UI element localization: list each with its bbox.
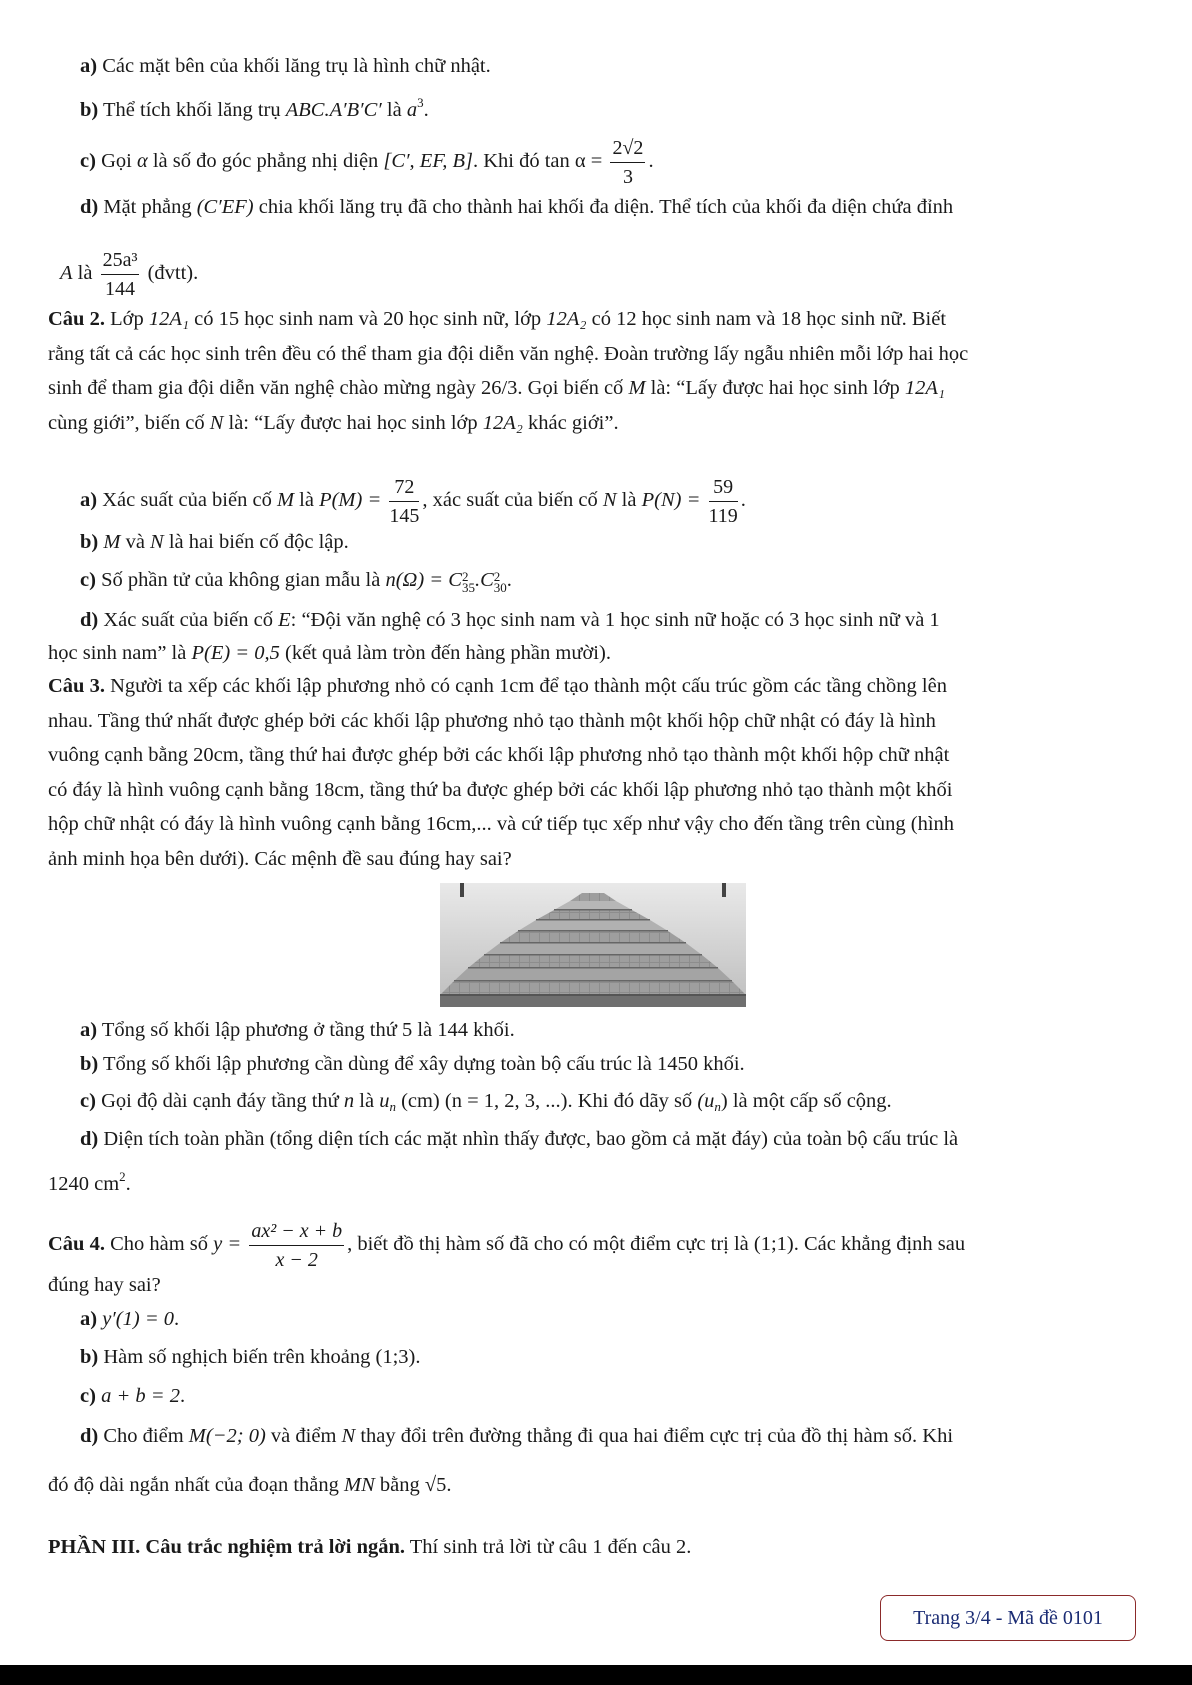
prev-item-d-line1: d) Mặt phẳng (C′EF) chia khối lăng trụ đã cho thành hai khối đa diện. Thể tích của khối đa diện chứa đỉnh — [80, 196, 954, 218]
q3-item-b: b) Tổng số khối lập phương cần dùng để xây dựng toàn bộ cấu trúc là 1450 khối. — [80, 1053, 745, 1075]
pn-fraction: $\frac{59}{119}$ — [709, 473, 738, 530]
prev-item-b: b) Thể tích khối lăng trụ ABC.A′B′C′ là $a^3$. — [80, 95, 429, 121]
pyramid-steps-image — [440, 883, 746, 1007]
q2-item-a: a) Xác suất của biến cố M là P(M) = $\frac{72}{145}$ , xác suất của biến cố N là P(N) = $\frac{59}{119}$ . — [80, 473, 1140, 530]
q2-item-d-line1: d) Xác suất của biến cố E: “Đội văn nghệ có 3 học sinh nam và 1 học sinh nữ hoặc có 3 học sinh nữ và 1 — [80, 609, 940, 631]
page-footer-label: Trang 3/4 - Mã đề 0101 — [880, 1595, 1136, 1641]
function-fraction: $\frac{\text{ax² − x + b}}{x - 2}$ — [249, 1217, 344, 1274]
q2-item-b: b) M và N là hai biến cố độc lập. — [80, 531, 349, 553]
q4-item-a: a) y′(1) = 0. — [80, 1308, 180, 1330]
question-4-stem-line1: Câu 4. Cho hàm số y = $\frac{\text{ax² − x + b}}{x - 2}$ , biết đồ thị hàm số đã cho có một điểm cực trị là (1;1). Các khẳng định sau — [48, 1217, 1140, 1274]
q3-item-d-line1: d) Diện tích toàn phần (tổng diện tích các mặt nhìn thấy được, bao gồm cả mặt đáy) của toàn bộ cấu trúc là — [80, 1128, 959, 1150]
part-3-heading: PHẦN III. Câu trắc nghiệm trả lời ngắn. Thí sinh trả lời từ câu 1 đến câu 2. — [48, 1536, 692, 1558]
q4-item-d-line2: đó độ dài ngắn nhất của đoạn thẳng MN bằng √5. — [48, 1474, 452, 1496]
prev-item-a: a) Các mặt bên của khối lăng trụ là hình chữ nhật. — [80, 55, 491, 77]
volume-fraction: $\frac{\text{25a³}}{144}$ — [101, 246, 140, 303]
q4-item-d-line1: d) Cho điểm M(−2; 0) và điểm N thay đổi trên đường thẳng đi qua hai điểm cực trị của đồ thị hàm số. Khi — [80, 1425, 954, 1447]
prev-item-d-line2: A là $\frac{\text{25a³}}{144}$ (đvtt). — [60, 246, 1152, 303]
q4-item-c: c) a + b = 2. — [80, 1385, 186, 1407]
q3-item-a: a) Tổng số khối lập phương ở tầng thứ 5 là 144 khối. — [80, 1019, 515, 1041]
q3-item-c: c) Gọi độ dài cạnh đáy tầng thứ n là $u_n$ (cm) (n = 1, 2, 3, ...). Khi đó dãy số $(u_n)$ là một cấp số cộng. — [80, 1090, 892, 1114]
bottom-black-bar — [0, 1665, 1192, 1685]
question-3-stem: Câu 3. Người ta xếp các khối lập phương nhỏ có cạnh 1cm để tạo thành một cấu trúc gồm các tầng chồng lên nhau. Tầng thứ nhất được ghép bởi các khối lập phương nhỏ tạo thành một khối hộp chữ nhật có đáy là hình vuông cạnh bằng 20cm, tầng thứ hai được ghép bởi các khối lập phương nhỏ tạo thành một khối hộp chữ nhật có đáy là hình vuông cạnh bằng 18cm, tầng thứ ba được ghép bởi các khối lập phương nhỏ tạo thành một khối hộp chữ nhật có đáy là hình vuông cạnh bằng 16cm,... và cứ tiếp tục xếp như vậy cho đến tầng trên cùng (hình ảnh minh họa bên dưới). Các mệnh đề sau đúng hay sai? — [48, 675, 955, 870]
q3-item-d-line2: 1240 $cm^2$. — [48, 1169, 131, 1195]
question-4-stem-line2: đúng hay sai? — [48, 1274, 161, 1296]
q2-item-d-line2: học sinh nam” là P(E) = 0,5 (kết quả làm tròn đến hàng phần mười). — [48, 642, 611, 664]
question-2-stem: Câu 2. Lớp 12A₁ có 15 học sinh nam và 20 học sinh nữ, lớp 12A₂ có 12 học sinh nam và 18 học sinh nữ. Biết rằng tất cả các học sinh trên đều có thể tham gia đội diễn văn nghệ. Đoàn trường lấy ngẫu nhiên mỗi lớp hai học sinh để tham gia đội diễn văn nghệ chào mừng ngày 26/3. Gọi biến cố M là: “Lấy được hai học sinh lớp 12A₁ cùng giới”, biến cố N là: “Lấy được hai học sinh lớp 12A₂ khác giới”. — [48, 308, 969, 434]
q2-item-c: c) Số phần tử của không gian mẫu là n(Ω) = C 2 35 .C 2 30 . — [80, 569, 512, 595]
tan-fraction: $\frac{2√2}{3}$ — [610, 134, 645, 191]
prev-item-c: c) Gọi α là số đo góc phẳng nhị diện [C′, EF, B]. Khi đó tan α = $\frac{2√2}{3}$ . — [80, 134, 1140, 191]
pm-fraction: $\frac{72}{145}$ — [389, 473, 419, 530]
stacked-cubes-illustration — [440, 883, 746, 1007]
q4-item-b: b) Hàm số nghịch biến trên khoảng (1;3). — [80, 1346, 421, 1368]
